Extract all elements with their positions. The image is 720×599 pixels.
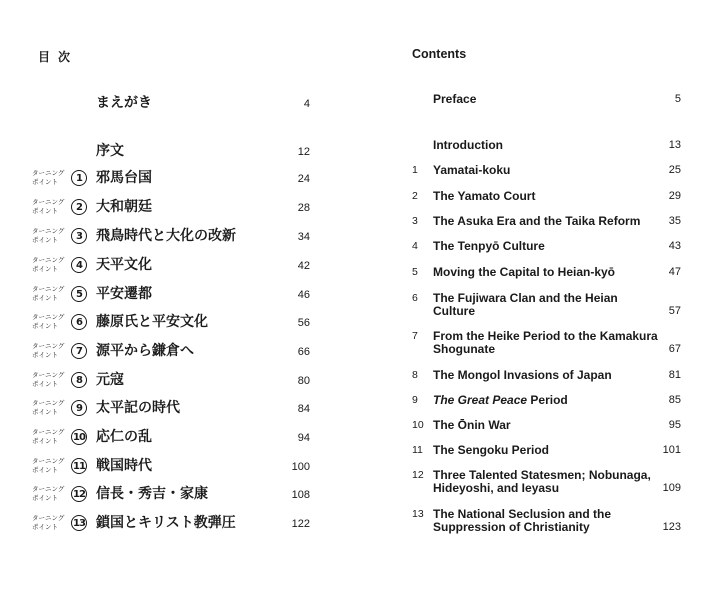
toc-entry-title: 藤原氏と平安文化: [96, 314, 208, 330]
toc-entry-title: 平安遷都: [96, 286, 152, 302]
turning-point-label-line1: ターニング: [32, 371, 65, 379]
toc-entry-page-number: 122: [291, 518, 310, 530]
toc-entry-page-number: 100: [291, 461, 310, 473]
toc-entry: [0, 225, 320, 247]
toc-entry: [0, 254, 320, 276]
turning-point-label-line1: ターニング: [32, 313, 65, 321]
toc-entry-page-number: 80: [297, 375, 310, 387]
toc-entry-page-number: 85: [668, 394, 681, 406]
turning-point-label-line1: ターニング: [32, 514, 65, 522]
chapter-number: 1: [412, 164, 418, 176]
toc-entry: [0, 140, 320, 162]
toc-entry-title: 飛鳥時代と大化の改新: [96, 228, 236, 244]
toc-entry-page-number: 29: [668, 190, 681, 202]
toc-entry-title: 邪馬台国: [96, 170, 152, 186]
turning-point-badge: [31, 484, 87, 504]
toc-entry-page-number: 47: [668, 266, 681, 278]
toc-entry-title: Introduction: [433, 138, 503, 152]
toc-entry-title: 元寇: [96, 372, 124, 388]
toc-entry-title: Yamatai-koku: [433, 163, 511, 177]
toc-entry: [0, 340, 320, 362]
turning-point-label-line1: ターニング: [32, 399, 65, 407]
chapter-number: 2: [412, 190, 418, 202]
turning-point-number: 10: [71, 429, 87, 445]
turning-point-label-line1: ターニング: [32, 342, 65, 350]
turning-point-label-line2: ポイント: [32, 380, 58, 388]
chapter-number: 8: [412, 369, 418, 381]
toc-entry-page-number: 34: [297, 231, 310, 243]
turning-point-badge: [31, 398, 87, 418]
turning-point-label-line2: ポイント: [32, 294, 58, 302]
japanese-contents-page: [0, 0, 340, 599]
turning-point-label-line1: ターニング: [32, 169, 65, 177]
toc-entry-page-number: 13: [668, 139, 681, 151]
chapter-number: 11: [412, 444, 423, 456]
toc-entry: [0, 397, 320, 419]
turning-point-badge: [31, 255, 87, 275]
turning-point-number: 5: [71, 286, 87, 302]
toc-entry-page-number: 24: [297, 173, 310, 185]
toc-entry: [0, 92, 320, 114]
toc-entry-page-number: 57: [668, 305, 681, 317]
toc-entry-title: Preface: [433, 92, 477, 106]
toc-entry-page-number: 81: [668, 369, 681, 381]
chapter-number: 6: [412, 292, 418, 304]
turning-point-badge: [31, 456, 87, 476]
turning-point-label-line2: ポイント: [32, 523, 58, 531]
toc-entry-page-number: 25: [668, 164, 681, 176]
toc-entry-title: 源平から鎌倉へ: [96, 343, 194, 359]
chapter-number: 12: [412, 469, 424, 481]
turning-point-label-line2: ポイント: [32, 178, 58, 186]
chapter-number: 3: [412, 215, 418, 227]
toc-entry-page-number: 108: [291, 489, 310, 501]
toc-entry-title: The Fujiwara Clan and the Heian Culture: [433, 291, 618, 318]
toc-entry-title: From the Heike Period to the Kamakura Shogunate: [433, 329, 658, 356]
toc-entry-title: 天平文化: [96, 257, 152, 273]
turning-point-label-line1: ターニング: [32, 198, 65, 206]
turning-point-number: 1: [71, 170, 87, 186]
english-toc-title: Contents: [412, 47, 467, 61]
turning-point-number: 8: [71, 372, 87, 388]
japanese-toc-title: 目次: [38, 50, 79, 64]
chapter-number: 4: [412, 240, 418, 252]
toc-entry: [0, 455, 320, 477]
chapter-number: 5: [412, 266, 418, 278]
turning-point-number: 9: [71, 400, 87, 416]
toc-entry-title: The Mongol Invasions of Japan: [433, 368, 612, 382]
toc-entry-title: Three Talented Statesmen; Nobunaga, Hideyoshi, and Ieyasu: [433, 468, 651, 495]
toc-entry-title-rest: Period: [527, 393, 568, 407]
turning-point-label-line2: ポイント: [32, 236, 58, 244]
toc-entry-title: Moving the Capital to Heian-kyō: [433, 265, 616, 279]
turning-point-label-line1: ターニング: [32, 285, 65, 293]
turning-point-number: 3: [71, 228, 87, 244]
toc-entry-title: The Tenpyō Culture: [433, 239, 545, 253]
turning-point-label-line1: ターニング: [32, 485, 65, 493]
toc-entry-title: 序文: [96, 143, 124, 159]
toc-entry-page-number: 35: [668, 215, 681, 227]
toc-entry-page-number: 94: [297, 432, 310, 444]
toc-entry-page-number: 28: [297, 202, 310, 214]
chapter-number: 7: [412, 330, 418, 342]
toc-entry-title: 鎖国とキリスト教弾圧: [96, 515, 236, 531]
turning-point-badge: [31, 513, 87, 533]
toc-entry: [0, 283, 320, 305]
toc-entry-title: 応仁の乱: [96, 429, 152, 445]
toc-entry-title: The Ōnin War: [433, 418, 511, 432]
turning-point-badge: [31, 168, 87, 188]
turning-point-badge: [31, 226, 87, 246]
toc-entry: [0, 512, 320, 534]
toc-entry-title: 戦国時代: [96, 458, 152, 474]
chapter-number: 13: [412, 508, 424, 520]
toc-entry-title-italic: The Great Peace: [433, 393, 528, 407]
turning-point-label-line1: ターニング: [32, 227, 65, 235]
toc-entry-title: まえがき: [96, 95, 152, 111]
toc-entry-page-number: 67: [668, 343, 681, 355]
turning-point-label-line2: ポイント: [32, 437, 58, 445]
toc-entry-title: The Yamato Court: [433, 189, 536, 203]
turning-point-number: 11: [71, 458, 87, 474]
english-contents-page: [395, 0, 720, 599]
turning-point-label-line2: ポイント: [32, 466, 58, 474]
toc-entry-title: The National Seclusion and the Suppression of Christianity: [433, 507, 612, 534]
turning-point-label-line2: ポイント: [32, 207, 58, 215]
toc-entry: [0, 483, 320, 505]
turning-point-badge: [31, 370, 87, 390]
chapter-number: 9: [412, 394, 418, 406]
toc-entry-page-number: 5: [674, 93, 681, 105]
toc-entry-page-number: 109: [662, 482, 681, 494]
toc-entry-page-number: 95: [668, 419, 681, 431]
turning-point-badge: [31, 197, 87, 217]
toc-entry-page-number: 12: [297, 146, 310, 158]
toc-entry-page-number: 42: [297, 260, 310, 272]
toc-entry-title: 大和朝廷: [96, 199, 152, 215]
toc-entry-page-number: 4: [303, 98, 310, 110]
turning-point-number: 7: [71, 343, 87, 359]
turning-point-number: 12: [71, 486, 87, 502]
turning-point-label-line2: ポイント: [32, 351, 58, 359]
turning-point-number: 2: [71, 199, 87, 215]
turning-point-label-line2: ポイント: [32, 408, 58, 416]
turning-point-badge: [31, 427, 87, 447]
toc-entry-title: 信長・秀吉・家康: [96, 486, 208, 502]
toc-entry-page-number: 43: [668, 240, 681, 252]
toc-entry-title: [433, 394, 658, 407]
turning-point-label-line1: ターニング: [32, 457, 65, 465]
toc-entry-page-number: 123: [662, 521, 681, 533]
toc-entry: [0, 311, 320, 333]
toc-entry: [0, 426, 320, 448]
turning-point-badge: [31, 312, 87, 332]
toc-entry: [0, 196, 320, 218]
chapter-number: 10: [412, 419, 424, 431]
toc-entry: [0, 167, 320, 189]
toc-entry-page-number: 66: [297, 346, 310, 358]
toc-entry-page-number: 46: [297, 289, 310, 301]
turning-point-label-line1: ターニング: [32, 428, 65, 436]
toc-entry-page-number: 56: [297, 317, 310, 329]
toc-entry-title: The Asuka Era and the Taika Reform: [433, 214, 641, 228]
toc-entry-page-number: 84: [297, 403, 310, 415]
toc-entry: [0, 369, 320, 391]
turning-point-number: 6: [71, 314, 87, 330]
toc-entry-title: The Sengoku Period: [433, 443, 550, 457]
turning-point-label-line2: ポイント: [32, 322, 58, 330]
turning-point-label-line2: ポイント: [32, 494, 58, 502]
turning-point-label-line2: ポイント: [32, 265, 58, 273]
turning-point-badge: [31, 284, 87, 304]
turning-point-label-line1: ターニング: [32, 256, 65, 264]
toc-entry-page-number: 101: [662, 444, 681, 456]
turning-point-number: 13: [71, 515, 87, 531]
turning-point-number: 4: [71, 257, 87, 273]
toc-entry-title: 太平記の時代: [96, 400, 180, 416]
turning-point-badge: [31, 341, 87, 361]
